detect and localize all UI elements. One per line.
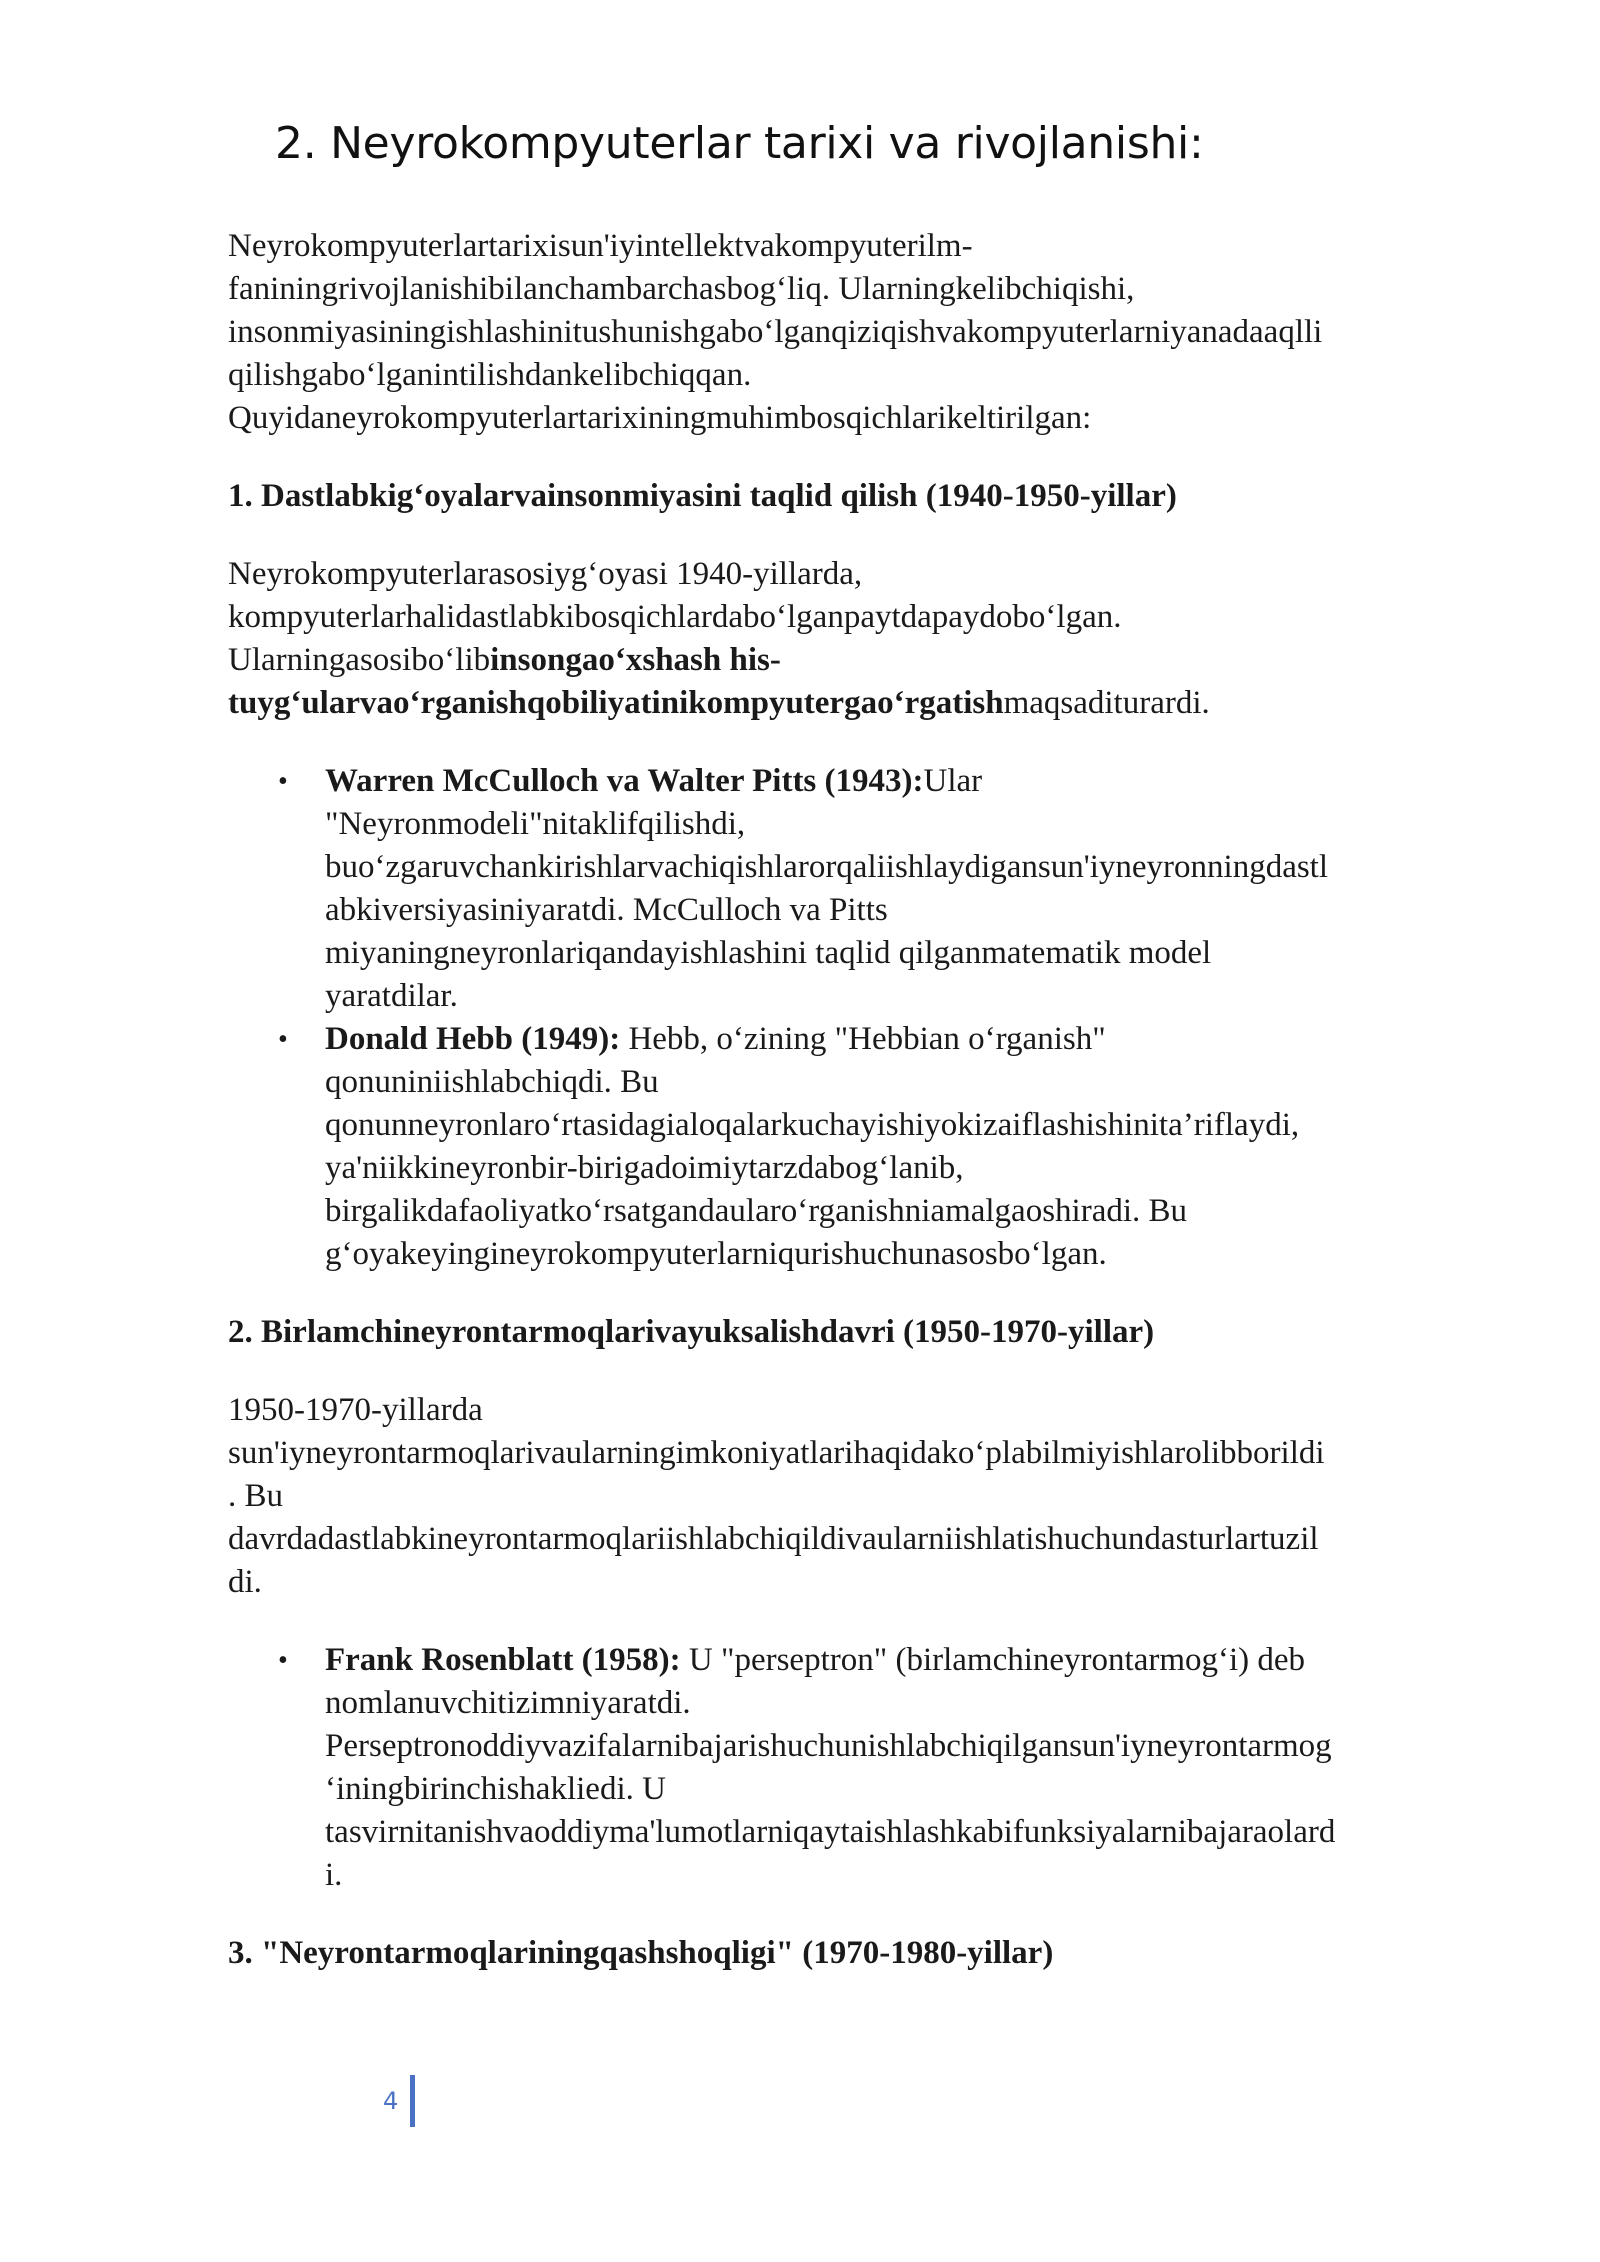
page-number-divider <box>410 2075 415 2127</box>
text-span: maqsaditurardi. <box>1003 685 1210 721</box>
bullet-icon: • <box>278 766 288 797</box>
section-heading-1: 1. Dastlabkig‘oyalarvainsonmiyasini taqlid qilish (1940-1950-yillar) <box>228 478 1177 514</box>
text-line <box>228 639 1480 682</box>
bullet-list <box>228 1639 1480 1897</box>
text-line: qonuniniishlabchiqdi. Bu <box>325 1064 659 1100</box>
bold-text: insongao‘xshash his- <box>490 642 781 678</box>
text-line: di. <box>228 1564 262 1600</box>
list-item <box>228 760 1480 1018</box>
text-line: faniningrivojlanishibilanchambarchasbog‘liq. Ularningkelibchiqishi, <box>228 271 1135 307</box>
text-line: Neyrokompyuterlartarixisun'iyintellektvakompyuterilm- <box>228 228 973 264</box>
text-line: qonunneyronlaro‘rtasidagialoqalarkuchayishiyokizaiflashishinita’riflaydi, <box>325 1107 1300 1143</box>
text-line: Neyrokompyuterlarasosiyg‘oyasi 1940-yillarda, <box>228 556 863 592</box>
text-line: nomlanuvchitizimniyaratdi. <box>325 1685 691 1721</box>
text-line: abkiversiyasiniyaratdi. McCulloch va Pitts <box>325 892 888 928</box>
page-number: 4 <box>383 2087 399 2115</box>
text-line: Quyidaneyrokompyuterlartarixiningmuhimbosqichlarikeltirilgan: <box>228 400 1092 436</box>
text-span: U "perseptron" (birlamchineyrontarmog‘i) deb <box>680 1642 1306 1678</box>
text-line: g‘oyakeyingineyrokompyuterlarniqurishuchunasosbo‘lgan. <box>325 1236 1107 1272</box>
list-item <box>228 1018 1480 1276</box>
list-item <box>228 1639 1480 1897</box>
bullet-list <box>228 760 1480 1276</box>
document-body <box>228 225 1480 2010</box>
section-heading-3: 3. "Neyrontarmoqlariningqashshoqligi" (1970-1980-yillar) <box>228 1935 1054 1971</box>
text-line: davrdadastlabkineyrontarmoqlariishlabchiqildivaularniishlatishuchundasturlartuzil <box>228 1521 1319 1557</box>
text-line: ya'niikkineyronbir-birigadoimiytarzdabog‘lanib, <box>325 1150 964 1186</box>
text-line: sun'iyneyrontarmoqlarivaularningimkoniyatlarihaqidako‘plabilmiyishlarolibborildi <box>228 1435 1325 1471</box>
section-1-paragraph <box>228 553 1480 725</box>
bold-text: Donald Hebb (1949): <box>325 1021 621 1057</box>
intro-paragraph <box>228 225 1480 440</box>
text-span: Ularningasosibo‘lib <box>228 642 491 678</box>
bullet-icon: • <box>278 1645 288 1676</box>
bold-text: Frank Rosenblatt (1958): <box>325 1642 681 1678</box>
text-line <box>325 760 1480 803</box>
text-line: birgalikdafaoliyatko‘rsatgandaularo‘rganishniamalgaoshiradi. Bu <box>325 1193 1188 1229</box>
bullet-icon: • <box>278 1024 288 1055</box>
text-line <box>325 1639 1480 1682</box>
text-line: ‘iningbirinchishakliedi. U <box>325 1771 666 1807</box>
text-line: 1950-1970-yillarda <box>228 1392 483 1428</box>
text-line: yaratdilar. <box>325 978 458 1014</box>
text-span: Hebb, o‘zining "Hebbian o‘rganish" <box>620 1021 1106 1057</box>
text-line <box>228 682 1480 725</box>
text-line: insonmiyasiningishlashinitushunishgabo‘lganqiziqishvakompyuterlarniyanadaaqlli <box>228 314 1323 350</box>
bold-text: tuyg‘ularvao‘rganishqobiliyatinikompyutergao‘rgatish <box>228 685 1004 721</box>
text-line: kompyuterlarhalidastlabkibosqichlardabo‘lganpaytdapaydobo‘lgan. <box>228 599 1122 635</box>
text-line: buo‘zgaruvchankirishlarvachiqishlarorqaliishlaydigansun'iyneyronningdastl <box>325 849 1329 885</box>
text-line: miyaningneyronlariqandayishlashini taqlid qilganmatematik model <box>325 935 1212 971</box>
text-span: Ular <box>923 763 983 799</box>
text-line: i. <box>325 1857 343 1893</box>
bold-text: Warren McCulloch va Walter Pitts (1943): <box>325 763 924 799</box>
text-line: . Bu <box>228 1478 284 1514</box>
text-line <box>325 1018 1480 1061</box>
text-line: tasvirnitanishvaoddiyma'lumotlarniqaytaishlashkabifunksiyalarnibajaraolard <box>325 1814 1336 1850</box>
page-footer <box>383 2075 415 2127</box>
section-heading-2: 2. Birlamchineyrontarmoqlarivayuksalishdavri (1950-1970-yillar) <box>228 1314 1155 1350</box>
section-2-paragraph <box>228 1389 1480 1604</box>
text-line: Perseptronoddiyvazifalarnibajarishuchunishlabchiqilgansun'iyneyrontarmog <box>325 1728 1332 1764</box>
page-title: 2. Neyrokompyuterlar tarixi va rivojlanishi: <box>275 118 1204 169</box>
text-line: qilishgabo‘lganintilishdankelibchiqqan. <box>228 357 752 393</box>
text-line: "Neyronmodeli"nitaklifqilishdi, <box>325 806 746 842</box>
